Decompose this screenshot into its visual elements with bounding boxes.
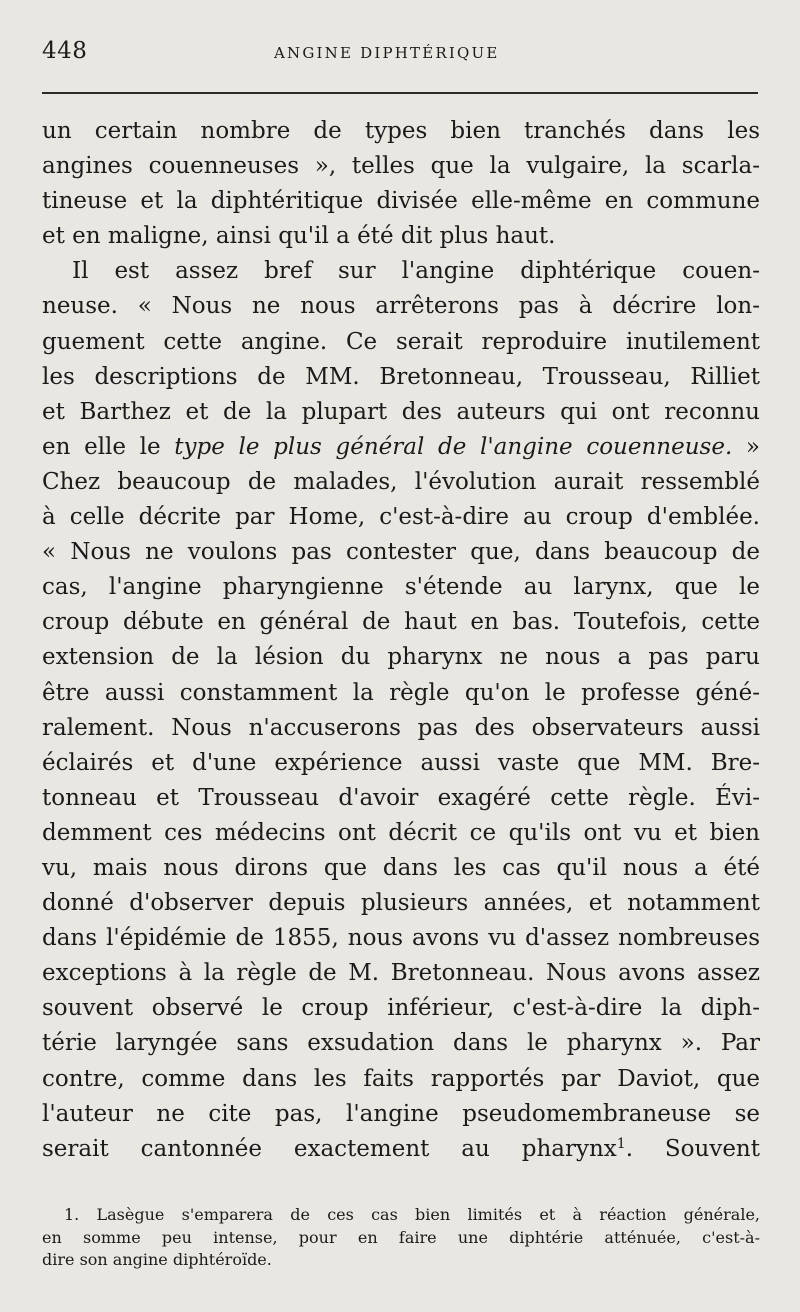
- header-rule: [42, 92, 758, 94]
- text-line: extension de la lésion du pharynx ne nous a pas paru: [42, 644, 760, 671]
- text-line: tonneau et Trousseau d'avoir exagéré cette règle. Évi-: [42, 784, 760, 811]
- text-line: guement cette angine. Ce serait reproduire inutilement: [42, 328, 760, 355]
- text-line: un certain nombre de types bien tranchés dans les: [42, 118, 760, 144]
- text-line: ralement. Nous n'accuserons pas des observateurs aussi: [42, 714, 760, 741]
- text-line: et Barthez et de la plupart des auteurs qui ont reconnu: [42, 398, 760, 425]
- footnote-line: en somme peu intense, pour en faire une diphtérie atténuée, c'est-à-: [42, 1227, 760, 1247]
- body-text: [42, 114, 760, 1167]
- italic-phrase: type le plus général de l'angine couenneuse.: [174, 433, 733, 460]
- text-line: Il est assez bref sur l'angine diphtérique couen-: [72, 258, 760, 285]
- text-line: tineuse et la diphtéritique divisée elle-même en commune: [42, 188, 760, 215]
- text-line: vu, mais nous dirons que dans les cas qu'il nous a été: [42, 854, 760, 881]
- text-line: et en maligne, ainsi qu'il a été dit plus haut.: [42, 223, 556, 250]
- text-line: Chez beaucoup de malades, l'évolution aurait ressemblé: [42, 468, 760, 495]
- text-line: être aussi constamment la règle qu'on le professe géné-: [42, 679, 760, 706]
- text-line: dans l'épidémie de 1855, nous avons vu d'assez nombreuses: [42, 925, 760, 952]
- text-line: éclairés et d'une expérience aussi vaste que MM. Bre-: [42, 749, 760, 776]
- text-segment: serait cantonnée exactement au pharynx: [42, 1135, 617, 1162]
- text-line: contre, comme dans les faits rapportés par Daviot, que: [42, 1065, 760, 1092]
- text-segment: »: [732, 433, 760, 460]
- text-segment: . Souvent: [625, 1135, 760, 1162]
- text-line: à celle décrite par Home, c'est-à-dire au croup d'emblée.: [42, 504, 760, 531]
- running-head: ANGINE DIPHTÉRIQUE: [274, 44, 500, 62]
- text-line: souvent observé le croup inférieur, c'est-à-dire la diph-: [42, 995, 760, 1022]
- text-line-italic-phrase: [42, 430, 760, 465]
- text-line: croup débute en général de haut en bas. Toutefois, cette: [42, 609, 760, 636]
- text-line: cas, l'angine pharyngienne s'étende au larynx, que le: [42, 574, 760, 601]
- text-line: térie laryngée sans exsudation dans le pharynx ». Par: [42, 1030, 760, 1057]
- footnote-ref[interactable]: 1: [616, 1135, 626, 1152]
- text-line: demment ces médecins ont décrit ce qu'ils ont vu et bien: [42, 819, 760, 846]
- text-line-with-footnote-ref: [42, 1132, 760, 1167]
- text-line: les descriptions de MM. Bretonneau, Trousseau, Rilliet: [42, 363, 760, 390]
- text-line: l'auteur ne cite pas, l'angine pseudomembraneuse se: [42, 1100, 760, 1127]
- text-line: « Nous ne voulons pas contester que, dans beaucoup de: [42, 539, 760, 566]
- text-line: donné d'observer depuis plusieurs années, et notamment: [42, 890, 760, 917]
- page-header: [42, 34, 758, 74]
- footnotes: [42, 1204, 760, 1272]
- text-line: exceptions à la règle de M. Bretonneau. Nous avons assez: [42, 960, 760, 987]
- text-line: neuse. « Nous ne nous arrêterons pas à décrire lon-: [42, 293, 760, 320]
- footnote-line: dire son angine diphtéroïde.: [42, 1250, 272, 1269]
- text-line: angines couenneuses », telles que la vulgaire, la scarla-: [42, 153, 760, 180]
- footnote-line: 1. Lasègue s'emparera de ces cas bien limités et à réaction générale,: [64, 1205, 760, 1224]
- text-segment: en elle le: [42, 433, 175, 460]
- page-number: 448: [42, 38, 88, 64]
